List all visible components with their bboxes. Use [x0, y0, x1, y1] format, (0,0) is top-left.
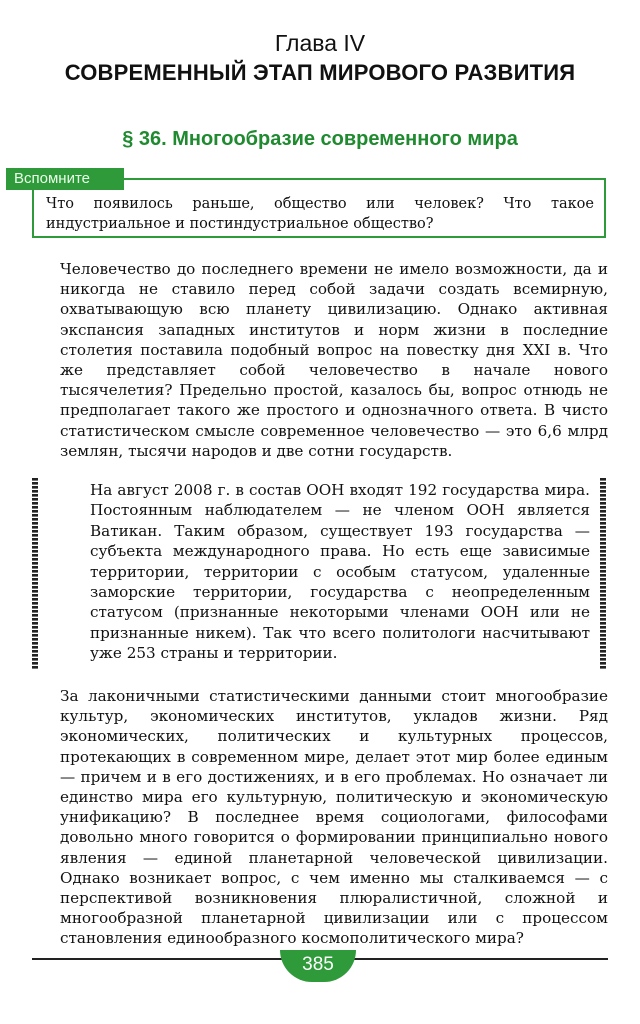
paragraph-text: Человечество до последнего времени не имело возможности, да и никогда не ставило перед собой задачи создать всемирную, охватывающую всю планету цивилизацию. Однако активная экспансия западных институтов и норм жизни в последние столетия поставила подобный вопрос на повестку дня XXI в. Что же представляет собой человечество в начале нового тысячелетия? Предельно простой, казалось бы, вопрос отнюдь не предполагает такого же простого и однозначного ответа. В чисто статистическом смысле современное человечество — это 6,6 млрд землян, тысячи народов и две сотни государств.	[60, 260, 608, 460]
body-paragraph-2	[60, 686, 608, 949]
recall-box	[14, 170, 606, 238]
recall-text: Что появилось раньше, общество или человек? Что такое индустриальное и постиндустриальное общество?	[46, 196, 594, 232]
paragraph-text: За лаконичными статистическими данными стоит многообразие культур, экономических институтов, укладов жизни. Ряд экономических, политических и культурных процессов, протекающих в современном мире, делает этот мир более единым — причем и в его достижениях, и в его проблемах. Но означает ли единство мира его культурную, политическую и экономическую унификацию? В последнее время социологами, философами довольно много говорится о формировании принципиально нового явления — единой планетарной человеческой цивилизации. Однако возникает вопрос, с чем именно мы сталкиваемся — с перспективой возникновения плюралистичной, сложной и многообразной планетарной цивилизации или с процессом становления единообразного космополитического мира?	[60, 687, 608, 948]
chapter-label: Глава IV	[274, 30, 366, 56]
page-number: 385	[280, 950, 356, 982]
inset-left-border	[32, 478, 38, 670]
inset-right-border	[600, 478, 606, 670]
body-paragraph-1	[60, 259, 608, 461]
recall-tab: Вспомните	[6, 168, 124, 190]
inset-note: На август 2008 г. в состав ООН входят 192 государства мира. Постоянным наблюдателем — не членом ООН является Ватикан. Таким образом, существует 193 государства — субъекта международного права. Но есть еще зависимые территории, территории с особым статусом, удаленные заморские территории, государства с неопределенным статусом (признанные некоторыми членами ООН или не признанные никем). Так что всего политологи насчитывают уже 253 страны и территории.	[90, 481, 590, 663]
chapter-title: СОВРЕМЕННЫЙ ЭТАП МИРОВОГО РАЗВИТИЯ	[64, 60, 576, 85]
section-title: § 36. Многообразие современного мира	[122, 128, 518, 150]
